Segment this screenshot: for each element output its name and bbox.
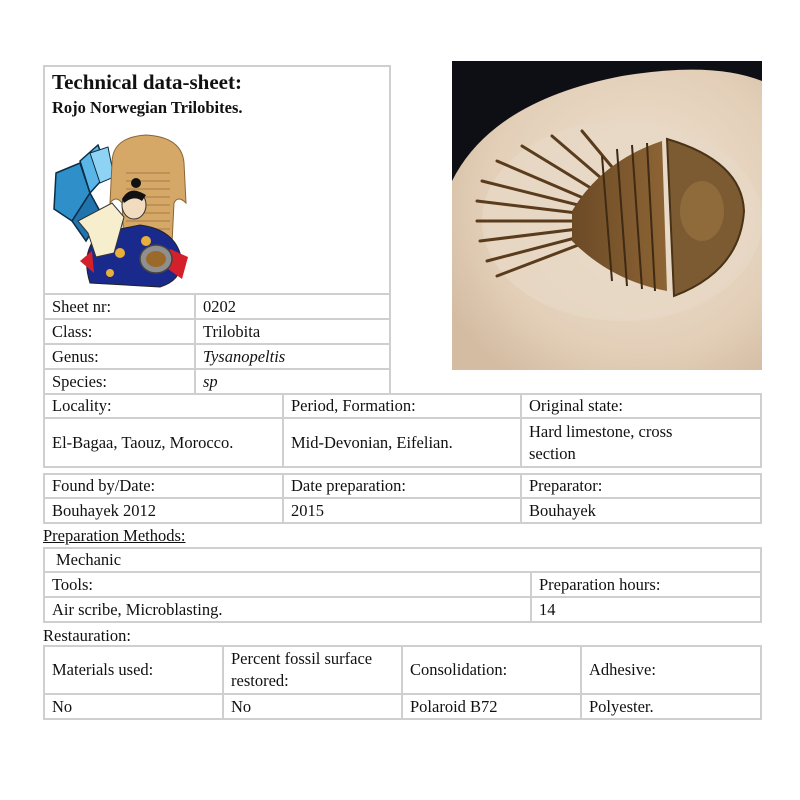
original-state-header: Original state: [529, 396, 623, 415]
consolidation-header: Consolidation: [410, 660, 508, 679]
materials-used-value: No [52, 696, 73, 716]
percent-restored-header: Percent fossil surface restored: [231, 649, 373, 690]
sheet-subtitle: Rojo Norwegian Trilobites. [52, 98, 243, 117]
preparator-value: Bouhayek [529, 500, 596, 520]
sheet-nr-label: Sheet nr: [52, 296, 112, 316]
period-value: Mid-Devonian, Eifelian. [291, 432, 453, 452]
sheet-title: Technical data-sheet: [52, 70, 242, 94]
adhesive-value: Polyester. [589, 696, 654, 716]
found-by-header: Found by/Date: [52, 476, 156, 495]
species-value: sp [203, 371, 218, 391]
genus-label: Genus: [52, 346, 99, 366]
consolidation-value: Polaroid B72 [410, 696, 498, 716]
adhesive-header: Adhesive: [589, 660, 656, 679]
date-preparation-value: 2015 [291, 500, 324, 520]
percent-restored-value: No [231, 696, 252, 716]
preparation-methods-label: Preparation Methods: [43, 526, 186, 545]
trilobite-fossil-icon [452, 61, 762, 370]
class-value: Trilobita [203, 321, 261, 341]
locality-header: Locality: [52, 396, 112, 415]
samurai-trilobite-logo-icon [50, 133, 192, 289]
sheet-nr-value: 0202 [203, 296, 236, 316]
tools-value: Air scribe, Microblasting. [52, 599, 223, 619]
restauration-label: Restauration: [43, 626, 131, 645]
materials-used-header: Materials used: [52, 660, 154, 679]
preparation-hours-label: Preparation hours: [539, 574, 661, 594]
found-by-value: Bouhayek 2012 [52, 500, 157, 520]
tools-label: Tools: [52, 574, 94, 594]
preparator-header: Preparator: [529, 476, 603, 495]
date-preparation-header: Date preparation: [291, 476, 406, 495]
class-label: Class: [52, 321, 93, 341]
original-state-value: Hard limestone, cross section [529, 421, 673, 463]
preparation-method-value: Mechanic [56, 550, 122, 569]
preparation-hours-value: 14 [539, 599, 556, 619]
trilobite-photo [452, 61, 762, 370]
genus-value: Tysanopeltis [203, 346, 286, 366]
species-label: Species: [52, 371, 107, 391]
period-header: Period, Formation: [291, 396, 416, 415]
locality-value: El-Bagaa, Taouz, Morocco. [52, 432, 234, 452]
